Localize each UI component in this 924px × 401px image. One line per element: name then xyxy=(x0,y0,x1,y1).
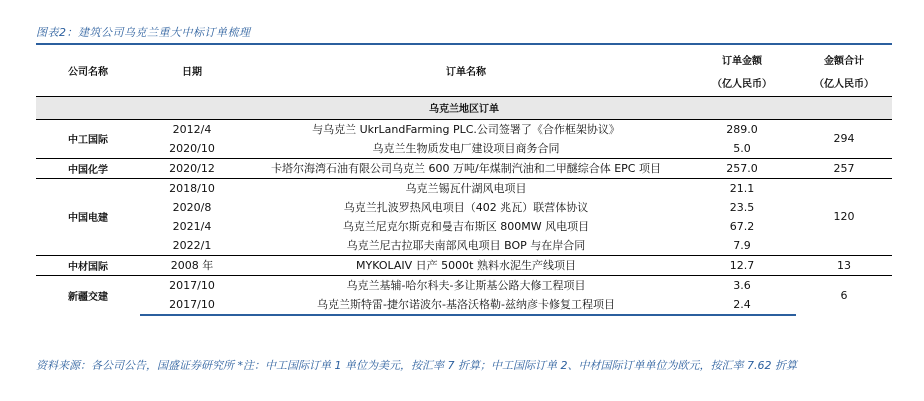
header-amount xyxy=(688,46,796,96)
top-rule xyxy=(36,43,892,45)
order-date: 2012/4 xyxy=(172,122,212,136)
order-name: 乌克兰尼古拉耶夫南部风电项目 BOP 与在岸合同 xyxy=(346,239,586,252)
order-name: MYKOLAIV 日产 5000t 熟料水泥生产线项目 xyxy=(244,255,688,275)
order-date: 2018/10 xyxy=(140,178,244,198)
order-amount: 289.0 xyxy=(726,122,758,136)
order-amount: 67.2 xyxy=(729,219,755,233)
table-row xyxy=(36,217,892,236)
table-row xyxy=(36,275,892,295)
order-date: 2020/10 xyxy=(169,141,215,155)
company-total: 257 xyxy=(796,158,892,178)
order-name: 乌克兰扎波罗热风电项目（402 兆瓦）联营体协议 xyxy=(343,201,589,214)
table-row xyxy=(36,119,892,139)
table-row xyxy=(36,178,892,198)
order-amount: 21.1 xyxy=(688,178,796,198)
order-date: 2017/10 xyxy=(140,295,244,315)
company-total: 120 xyxy=(796,178,892,255)
order-name: 与乌克兰 UkrLandFarming PLC.公司签署了《合作框架协议》 xyxy=(312,123,620,136)
company-name: 新疆交建 xyxy=(36,275,140,315)
order-amount: 5.0 xyxy=(733,141,751,155)
order-date: 2020/8 xyxy=(172,200,212,214)
company-total: 13 xyxy=(796,255,892,275)
order-amount: 3.6 xyxy=(688,275,796,295)
order-date: 2021/4 xyxy=(172,219,212,233)
order-date: 2022/1 xyxy=(172,238,212,252)
company-name: 中材国际 xyxy=(36,255,140,275)
order-name: 乌克兰生物质发电厂建设项目商务合同 xyxy=(372,142,560,155)
order-amount: 257.0 xyxy=(688,158,796,178)
company-group xyxy=(36,255,892,275)
order-date: 2008 年 xyxy=(140,255,244,275)
figure-title: 图表2：建筑公司乌克兰重大中标订单梳理 xyxy=(36,26,251,39)
company-name: 中国电建 xyxy=(36,178,140,255)
header-total-line1: 金额合计 xyxy=(824,55,864,67)
order-name: 卡塔尔海湾石油有限公司乌克兰 600 万吨/年煤制汽油和二甲醚综合体 EPC 项目 xyxy=(244,158,688,178)
order-date: 2020/12 xyxy=(140,158,244,178)
header-company: 公司名称 xyxy=(68,67,108,79)
order-date: 2017/10 xyxy=(140,275,244,295)
table-row xyxy=(36,198,892,217)
table-row xyxy=(36,255,892,275)
order-amount: 12.7 xyxy=(688,255,796,275)
company-name: 中国化学 xyxy=(36,158,140,178)
order-amount: 2.4 xyxy=(688,295,796,315)
source-footnote: 资料来源：各公司公告，国盛证券研究所 *注：中工国际订单 1 单位为美元，按汇率 7 折算；中工国际订单 2、中材国际订单单位为欧元，按汇率 7.62 折算 xyxy=(36,359,797,372)
header-amount-line2: （亿人民币） xyxy=(712,78,772,90)
order-name: 乌克兰基辅-哈尔科夫-多让斯基公路大修工程项目 xyxy=(244,275,688,295)
table-row xyxy=(36,139,892,159)
order-name: 乌克兰斯特雷-捷尔诺波尔-基洛沃格勒-兹纳彦卡修复工程项目 xyxy=(244,295,688,315)
orders-table xyxy=(36,46,892,316)
order-amount: 7.9 xyxy=(733,238,751,252)
table-row xyxy=(36,236,892,256)
company-name: 中工国际 xyxy=(68,135,108,146)
company-group xyxy=(36,119,892,158)
company-group xyxy=(36,158,892,178)
header-date: 日期 xyxy=(182,67,202,79)
table-row xyxy=(36,295,892,315)
company-total: 6 xyxy=(796,275,892,315)
company-group xyxy=(36,275,892,315)
order-name: 乌克兰尼克尔斯克和曼吉布斯区 800MW 风电项目 xyxy=(342,220,590,233)
header-total-line2: （亿人民币） xyxy=(814,78,874,90)
order-amount: 23.5 xyxy=(729,200,755,214)
region-row xyxy=(36,96,892,119)
company-group xyxy=(36,178,892,255)
region-label: 乌克兰地区订单 xyxy=(36,96,892,119)
table-row xyxy=(36,158,892,178)
header-order: 订单名称 xyxy=(446,67,486,79)
company-total: 294 xyxy=(833,132,855,145)
header-amount-line1: 订单金额 xyxy=(722,55,762,67)
header-total xyxy=(796,46,892,96)
table-header xyxy=(36,46,892,96)
order-name: 乌克兰锡瓦什湖风电项目 xyxy=(244,178,688,198)
